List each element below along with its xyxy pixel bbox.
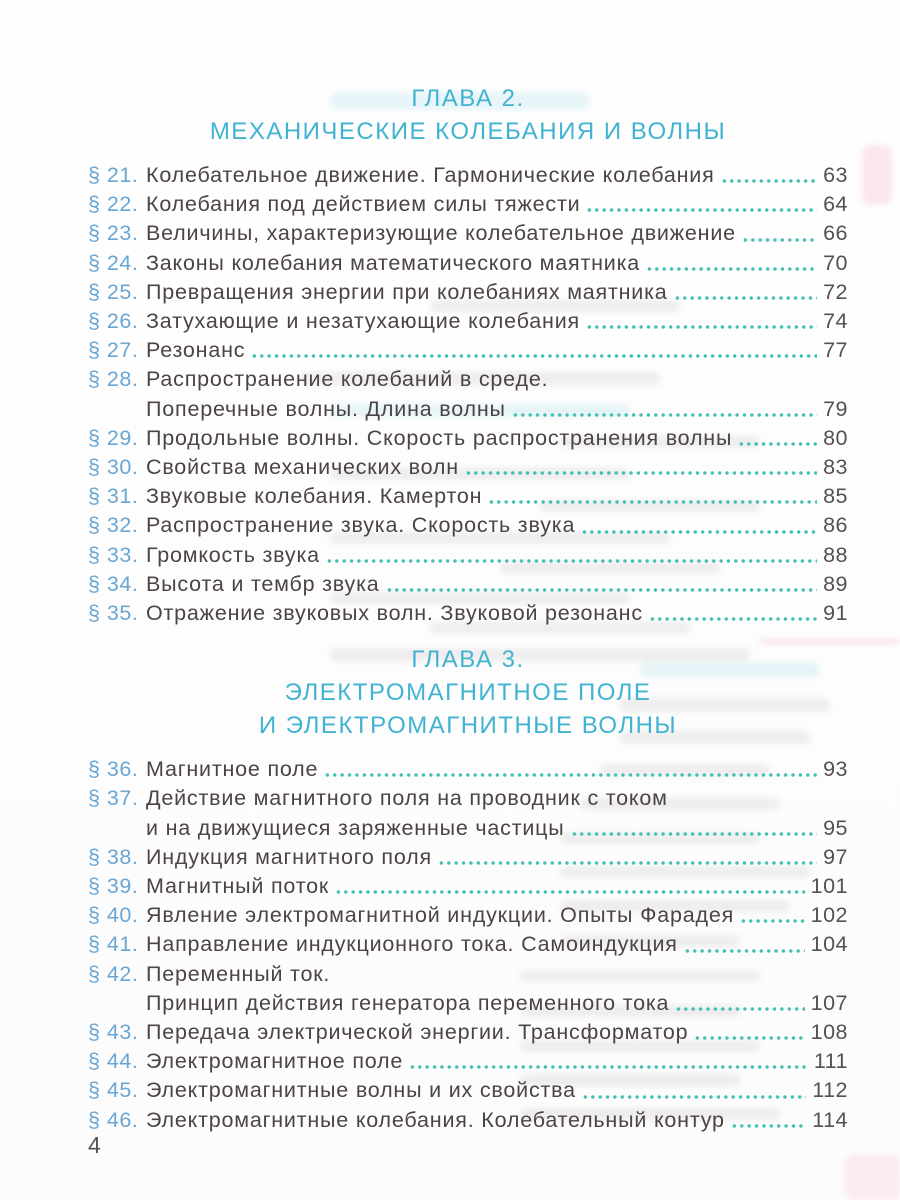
toc-entry-line: [88, 365, 848, 394]
entry-page-number: 66: [823, 221, 848, 246]
section-number: § 21.: [88, 163, 139, 187]
toc-entry-line: [88, 1106, 848, 1135]
entry-title: Явление электромагнитной индукции. Опыты Фарадея: [146, 903, 735, 928]
show-through-artifact: [845, 1155, 900, 1200]
section-number: § 30.: [88, 455, 139, 480]
toc-entry: [88, 930, 848, 959]
toc-entry-line: [88, 901, 848, 930]
dot-leader: [572, 831, 818, 837]
dot-leader: [325, 772, 817, 778]
entry-title: Принцип действия генератора переменного тока: [146, 990, 670, 1015]
entry-page-number: 80: [823, 425, 848, 450]
toc-entry-line: [88, 930, 848, 959]
toc-entry: [88, 1018, 848, 1047]
dot-leader: [743, 237, 817, 243]
section-number: § 26.: [88, 309, 139, 334]
entry-page-number: 101: [810, 874, 848, 899]
toc-entry-line: [88, 814, 848, 843]
dot-leader: [675, 295, 818, 301]
toc-entry-line: [88, 989, 848, 1018]
toc-entry-line: [88, 424, 848, 453]
section-number: § 37.: [88, 786, 139, 811]
dot-leader: [489, 499, 817, 505]
dot-leader: [336, 889, 805, 895]
entry-title: Распространение колебаний в среде.: [146, 367, 549, 392]
toc-entry: [88, 872, 848, 901]
section-number: § 43.: [88, 1020, 139, 1045]
entry-title: Электромагнитные колебания. Колебательный контур: [146, 1107, 725, 1132]
chapter: [88, 82, 848, 628]
entry-page-number: 63: [823, 163, 848, 187]
entry-title: Электромагнитные волны и их свойства: [146, 1078, 576, 1103]
toc-entry: [88, 755, 848, 784]
dot-leader: [387, 587, 818, 593]
section-number: § 44.: [88, 1049, 139, 1074]
chapter-title-line: ГЛАВА 2.: [411, 85, 525, 112]
entry-title: Продольные волны. Скорость распространения волны: [146, 425, 733, 450]
entry-page-number: 89: [823, 571, 848, 596]
dot-leader: [741, 918, 805, 924]
toc-entry: [88, 511, 848, 540]
entry-title: Затухающие и незатухающие колебания: [146, 309, 580, 334]
entry-page-number: 86: [823, 513, 848, 538]
toc-entries: [88, 161, 848, 628]
toc-entry: [88, 541, 848, 570]
entry-title: Поперечные волны. Длина волны: [146, 396, 506, 421]
toc-entry: [88, 570, 848, 599]
toc-entry-line: [88, 278, 848, 307]
toc-entry: [88, 901, 848, 930]
entry-page-number: 95: [823, 815, 848, 840]
section-number: § 34.: [88, 571, 139, 596]
entry-title: Свойства механических волн: [146, 455, 459, 480]
toc-entry-line: [88, 482, 848, 511]
entry-page-number: 77: [823, 338, 848, 363]
entry-title: Превращения энергии при колебаниях маятника: [146, 279, 668, 304]
toc-entry: [88, 960, 848, 1018]
entry-page-number: 72: [823, 279, 848, 304]
entry-page-number: 85: [823, 484, 848, 509]
entry-page-number: 108: [810, 1020, 848, 1045]
toc-entry: [88, 307, 848, 336]
entry-title: Электромагнитное поле: [146, 1049, 404, 1074]
entry-title: Величины, характеризующие колебательное движение: [146, 221, 736, 246]
entry-title: Колебания под действием силы тяжести: [146, 192, 581, 217]
section-number: § 35.: [88, 601, 139, 626]
entry-page-number: 104: [810, 932, 848, 957]
entry-page-number: 112: [812, 1078, 848, 1103]
entry-title: Распространение звука. Скорость звука: [146, 513, 576, 538]
toc-entry-line: [88, 453, 848, 482]
toc-entry-line: [88, 161, 848, 190]
toc-entry-line: [88, 219, 848, 248]
toc-entry: [88, 278, 848, 307]
toc-entry-line: [88, 570, 848, 599]
section-number: § 36.: [88, 757, 139, 782]
entry-title: Магнитное поле: [146, 757, 319, 782]
entry-title: Передача электрической энергии. Трансформатор: [146, 1020, 689, 1045]
dot-leader: [439, 860, 817, 866]
section-number: § 39.: [88, 874, 139, 899]
toc-entry-line: [88, 395, 848, 424]
dot-leader: [739, 441, 817, 447]
entry-page-number: 114: [812, 1107, 848, 1132]
entry-title: Резонанс: [146, 338, 246, 363]
entry-title: Индукция магнитного поля: [146, 844, 432, 869]
entry-page-number: 88: [823, 542, 848, 567]
toc-entry-line: [88, 872, 848, 901]
toc-entry: [88, 249, 848, 278]
toc-entry-line: [88, 511, 848, 540]
entry-page-number: 111: [813, 1049, 848, 1074]
entry-title: Громкость звука: [146, 542, 320, 567]
section-number: § 27.: [88, 338, 139, 363]
dot-leader: [695, 1035, 804, 1041]
chapter-title: [88, 643, 848, 742]
toc-entry: [88, 784, 848, 842]
entry-title: Действие магнитного поля на проводник с током: [146, 786, 668, 811]
toc-entry-line: [88, 1047, 848, 1076]
section-number: § 28.: [88, 367, 139, 392]
section-number: § 33.: [88, 542, 139, 567]
entry-title: Направление индукционного тока. Самоиндукция: [146, 932, 678, 957]
chapter-title-line: И ЭЛЕКТРОМАГНИТНЫЕ ВОЛНЫ: [258, 712, 678, 740]
chapter-title-line: ГЛАВА 3.: [411, 646, 525, 674]
toc-entry-line: [88, 755, 848, 784]
toc-entry-line: [88, 843, 848, 872]
entry-title: Высота и тембр звука: [146, 571, 380, 596]
toc-entry: [88, 365, 848, 423]
toc-entry-line: [88, 249, 848, 278]
toc-entry-line: [88, 307, 848, 336]
dot-leader: [587, 324, 817, 330]
chapter-title-line: ЭЛЕКТРОМАГНИТНОЕ ПОЛЕ: [284, 679, 652, 707]
dot-leader: [676, 1006, 804, 1012]
entry-page-number: 64: [823, 192, 848, 217]
entry-title: Переменный ток.: [146, 961, 331, 986]
section-number: § 45.: [88, 1078, 139, 1103]
dot-leader: [513, 412, 817, 418]
dot-leader: [732, 1123, 806, 1129]
section-number: § 40.: [88, 903, 139, 928]
dot-leader: [252, 353, 817, 359]
toc-entry: [88, 843, 848, 872]
section-number: § 31.: [88, 484, 139, 509]
entry-page-number: 91: [823, 601, 848, 626]
toc-entry: [88, 1047, 848, 1076]
toc-entry-line: [88, 336, 848, 365]
chapter-title-line: МЕХАНИЧЕСКИЕ КОЛЕБАНИЯ И ВОЛНЫ: [209, 118, 727, 145]
dot-leader: [327, 558, 817, 564]
section-number: § 23.: [88, 221, 139, 246]
dot-leader: [466, 470, 817, 476]
dot-leader: [650, 616, 817, 622]
entry-title: Звуковые колебания. Камертон: [146, 484, 483, 509]
dot-leader: [722, 178, 818, 184]
toc-entry: [88, 453, 848, 482]
toc-entry-line: [88, 960, 848, 989]
dot-leader: [685, 948, 805, 954]
dot-leader: [587, 207, 817, 213]
toc-entry: [88, 161, 848, 190]
dot-leader: [410, 1064, 808, 1070]
toc-entry: [88, 482, 848, 511]
toc-entry: [88, 1106, 848, 1135]
toc-entries: [88, 755, 848, 1135]
toc-entry: [88, 190, 848, 219]
dot-leader: [647, 266, 817, 272]
toc-entry-line: [88, 599, 848, 628]
toc-entry: [88, 219, 848, 248]
section-number: § 42.: [88, 961, 139, 986]
entry-page-number: 102: [810, 903, 848, 928]
chapter-title: [88, 82, 848, 148]
chapter: [88, 643, 848, 1135]
section-number: § 46.: [88, 1107, 139, 1132]
entry-title: Колебательное движение. Гармонические колебания: [146, 163, 715, 187]
entry-title: и на движущиеся заряженные частицы: [146, 815, 565, 840]
entry-title: Магнитный поток: [146, 874, 330, 899]
entry-title: Законы колебания математического маятника: [146, 250, 641, 275]
section-number: § 25.: [88, 279, 139, 304]
section-number: § 24.: [88, 250, 139, 275]
entry-page-number: 79: [823, 396, 848, 421]
toc-entry-line: [88, 190, 848, 219]
footer-page-number: 4: [88, 1132, 101, 1158]
section-number: § 29.: [88, 425, 139, 450]
section-number: § 41.: [88, 932, 139, 957]
entry-title: Отражение звуковых волн. Звуковой резонанс: [146, 601, 643, 626]
toc-entry: [88, 599, 848, 628]
entry-page-number: 83: [823, 455, 848, 480]
entry-page-number: 93: [823, 757, 848, 782]
entry-page-number: 74: [823, 309, 848, 334]
toc-entry-line: [88, 1076, 848, 1105]
toc-entry: [88, 1076, 848, 1105]
entry-page-number: 107: [810, 990, 848, 1015]
section-number: § 38.: [88, 844, 139, 869]
toc-entry-line: [88, 541, 848, 570]
section-number: § 32.: [88, 513, 139, 538]
toc-entry-line: [88, 784, 848, 813]
toc-entry: [88, 424, 848, 453]
entry-page-number: 70: [823, 250, 848, 275]
toc-entry: [88, 336, 848, 365]
section-number: § 22.: [88, 192, 139, 217]
toc-entry-line: [88, 1018, 848, 1047]
dot-leader: [583, 1094, 806, 1100]
entry-page-number: 97: [823, 844, 848, 869]
dot-leader: [582, 529, 817, 535]
